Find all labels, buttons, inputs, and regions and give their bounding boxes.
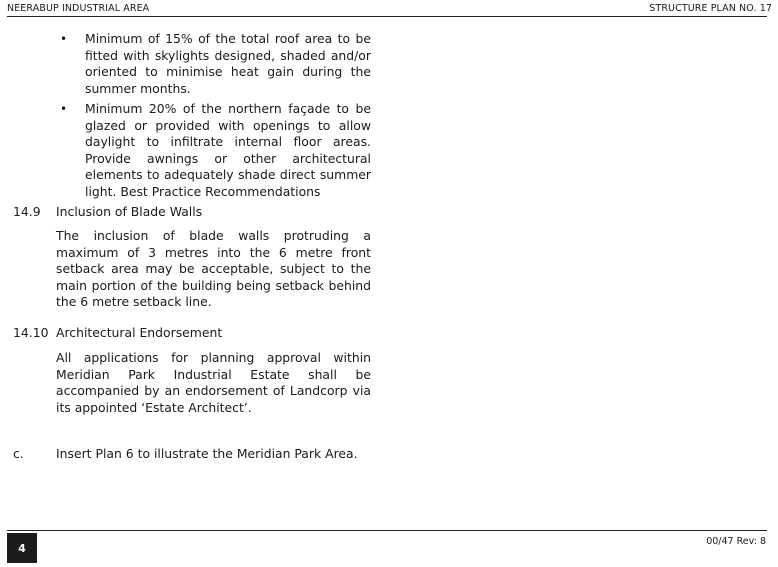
bullet-text: Minimum 20% of the northern façade to be glazed or provided with openings to allow daylight to infiltrate internal floor areas. Provide awnings or other architectural elements to adequately shade direct summer light. Best Practice Recommendations — [85, 101, 371, 199]
header-divider — [7, 16, 767, 17]
section-number: 14.10 — [13, 325, 49, 340]
document-reference: 00/47 Rev: 8 — [706, 536, 766, 547]
section-title: Architectural Endorsement — [56, 325, 223, 340]
header-title-right: STRUCTURE PLAN NO. 17 — [649, 3, 772, 14]
bullet-marker: • — [60, 32, 68, 46]
footer-divider — [7, 530, 767, 531]
bullet-marker: • — [60, 102, 68, 116]
section-body: The inclusion of blade walls protruding a maximum of 3 metres into the 6 metre front setback area may be acceptable, subject to the main portion of the building being setback behind the 6 metre setback line. — [56, 228, 371, 309]
page-number: 4 — [7, 533, 37, 563]
section-body: All applications for planning approval within Meridian Park Industrial Estate shall be accompanied by an endorsement of Landcorp via its appointed ‘Estate Architect’. — [56, 350, 371, 415]
section-number: 14.9 — [13, 204, 41, 219]
header-title-left: NEERABUP INDUSTRIAL AREA — [7, 3, 150, 14]
item-text: Insert Plan 6 to illustrate the Meridian Park Area. — [56, 446, 358, 461]
section-title: Inclusion of Blade Walls — [56, 204, 203, 219]
item-marker: c. — [13, 446, 24, 461]
bullet-text: Minimum of 15% of the total roof area to be fitted with skylights designed, shaded and/or oriented to minimise heat gain during the summer months. — [85, 31, 371, 96]
